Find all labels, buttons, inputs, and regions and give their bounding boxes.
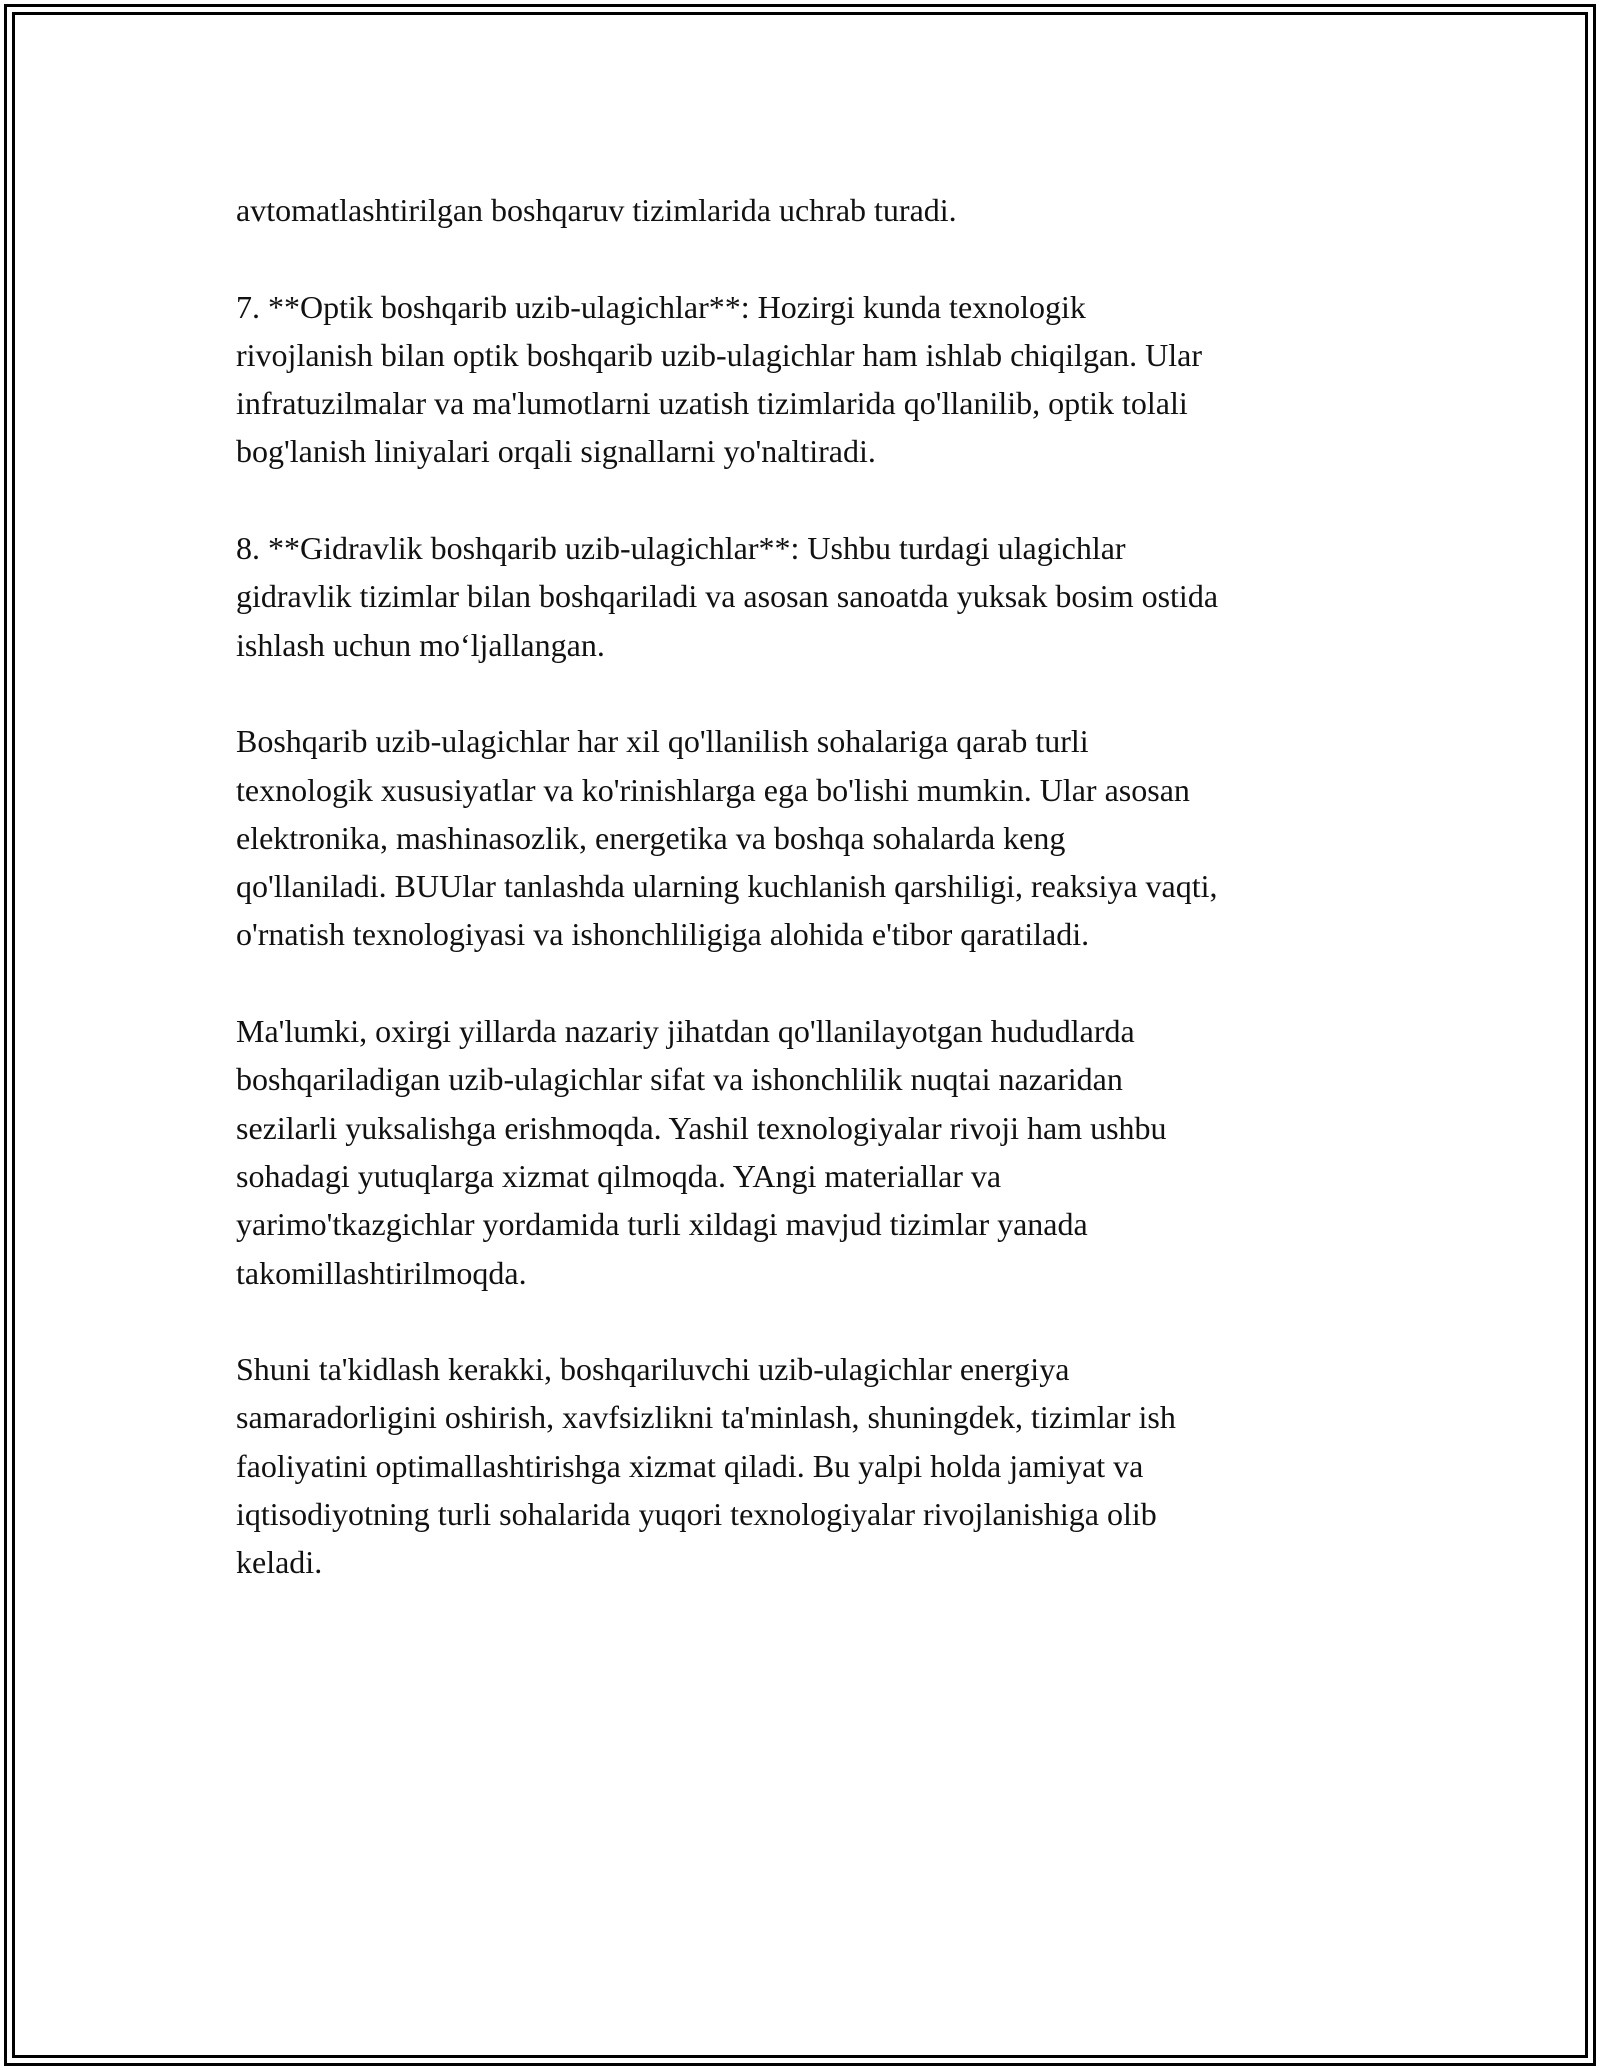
paragraph-optik: 7. **Optik boshqarib uzib-ulagichlar**: Hozirgi kunda texnologik rivojlanish bilan optik boshqarib uzib-ulagichlar ham ishlab chiqilgan. Ular infratuzilmalar va ma'lumotlarni uzatish tizimlarida qo'llanilib, optik tolali bog'lanish liniyalari orqali signallarni yo'naltiradi. xyxy=(236,288,1202,470)
paragraph-sohalar: Boshqarib uzib-ulagichlar har xil qo'llanilish sohalariga qarab turli texnologik xususiyatlar va ko'rinishlarga ega bo'lishi mumkin. Ular asosan elektronika, mashinasozlik, energetika va boshqa sohalarda keng qo'llaniladi. BUUlar tanlashda ularning kuchlanish qarshiligi, reaksiya vaqti, o'rnatish texnologiyasi va ishonchliligiga alohida e'tibor qaratiladi. xyxy=(236,723,1218,953)
paragraph-malumki: Ma'lumki, oxirgi yillarda nazariy jihatdan qo'llanilayotgan hududlarda boshqariladigan uzib-ulagichlar sifat va ishonchlilik nuqtai nazaridan sezilarli yuksalishga erishmoqda. Yashil texnologiyalar rivoji ham ushbu sohadagi yutuqlarga xizmat qilmoqda. YAngi materiallar va yarimo'tkazgichlar yordamida turli xildagi mavjud tizimlar yanada takomillashtirilmoqda. xyxy=(236,1013,1167,1291)
document-body xyxy=(236,186,1376,1635)
paragraph-xulosa: Shuni ta'kidlash kerakki, boshqariluvchi uzib-ulagichlar energiya samaradorligini oshirish, xavfsizlikni ta'minlash, shuningdek, tizimlar ish faoliyatini optimallashtirishga xizmat qiladi. Bu yalpi holda jamiyat va iqtisodiyotning turli sohalarida yuqori texnologiyalar rivojlanishiga olib keladi. xyxy=(236,1351,1176,1581)
paragraph-gidravlik: 8. **Gidravlik boshqarib uzib-ulagichlar**: Ushbu turdagi ulagichlar gidravlik tizimlar bilan boshqariladi va asosan sanoatda yuksak bosim ostida ishlash uchun mo‘ljallangan. xyxy=(236,530,1219,663)
paragraph-continuation: avtomatlashtirilgan boshqaruv tizimlarida uchrab turadi. xyxy=(236,192,957,228)
